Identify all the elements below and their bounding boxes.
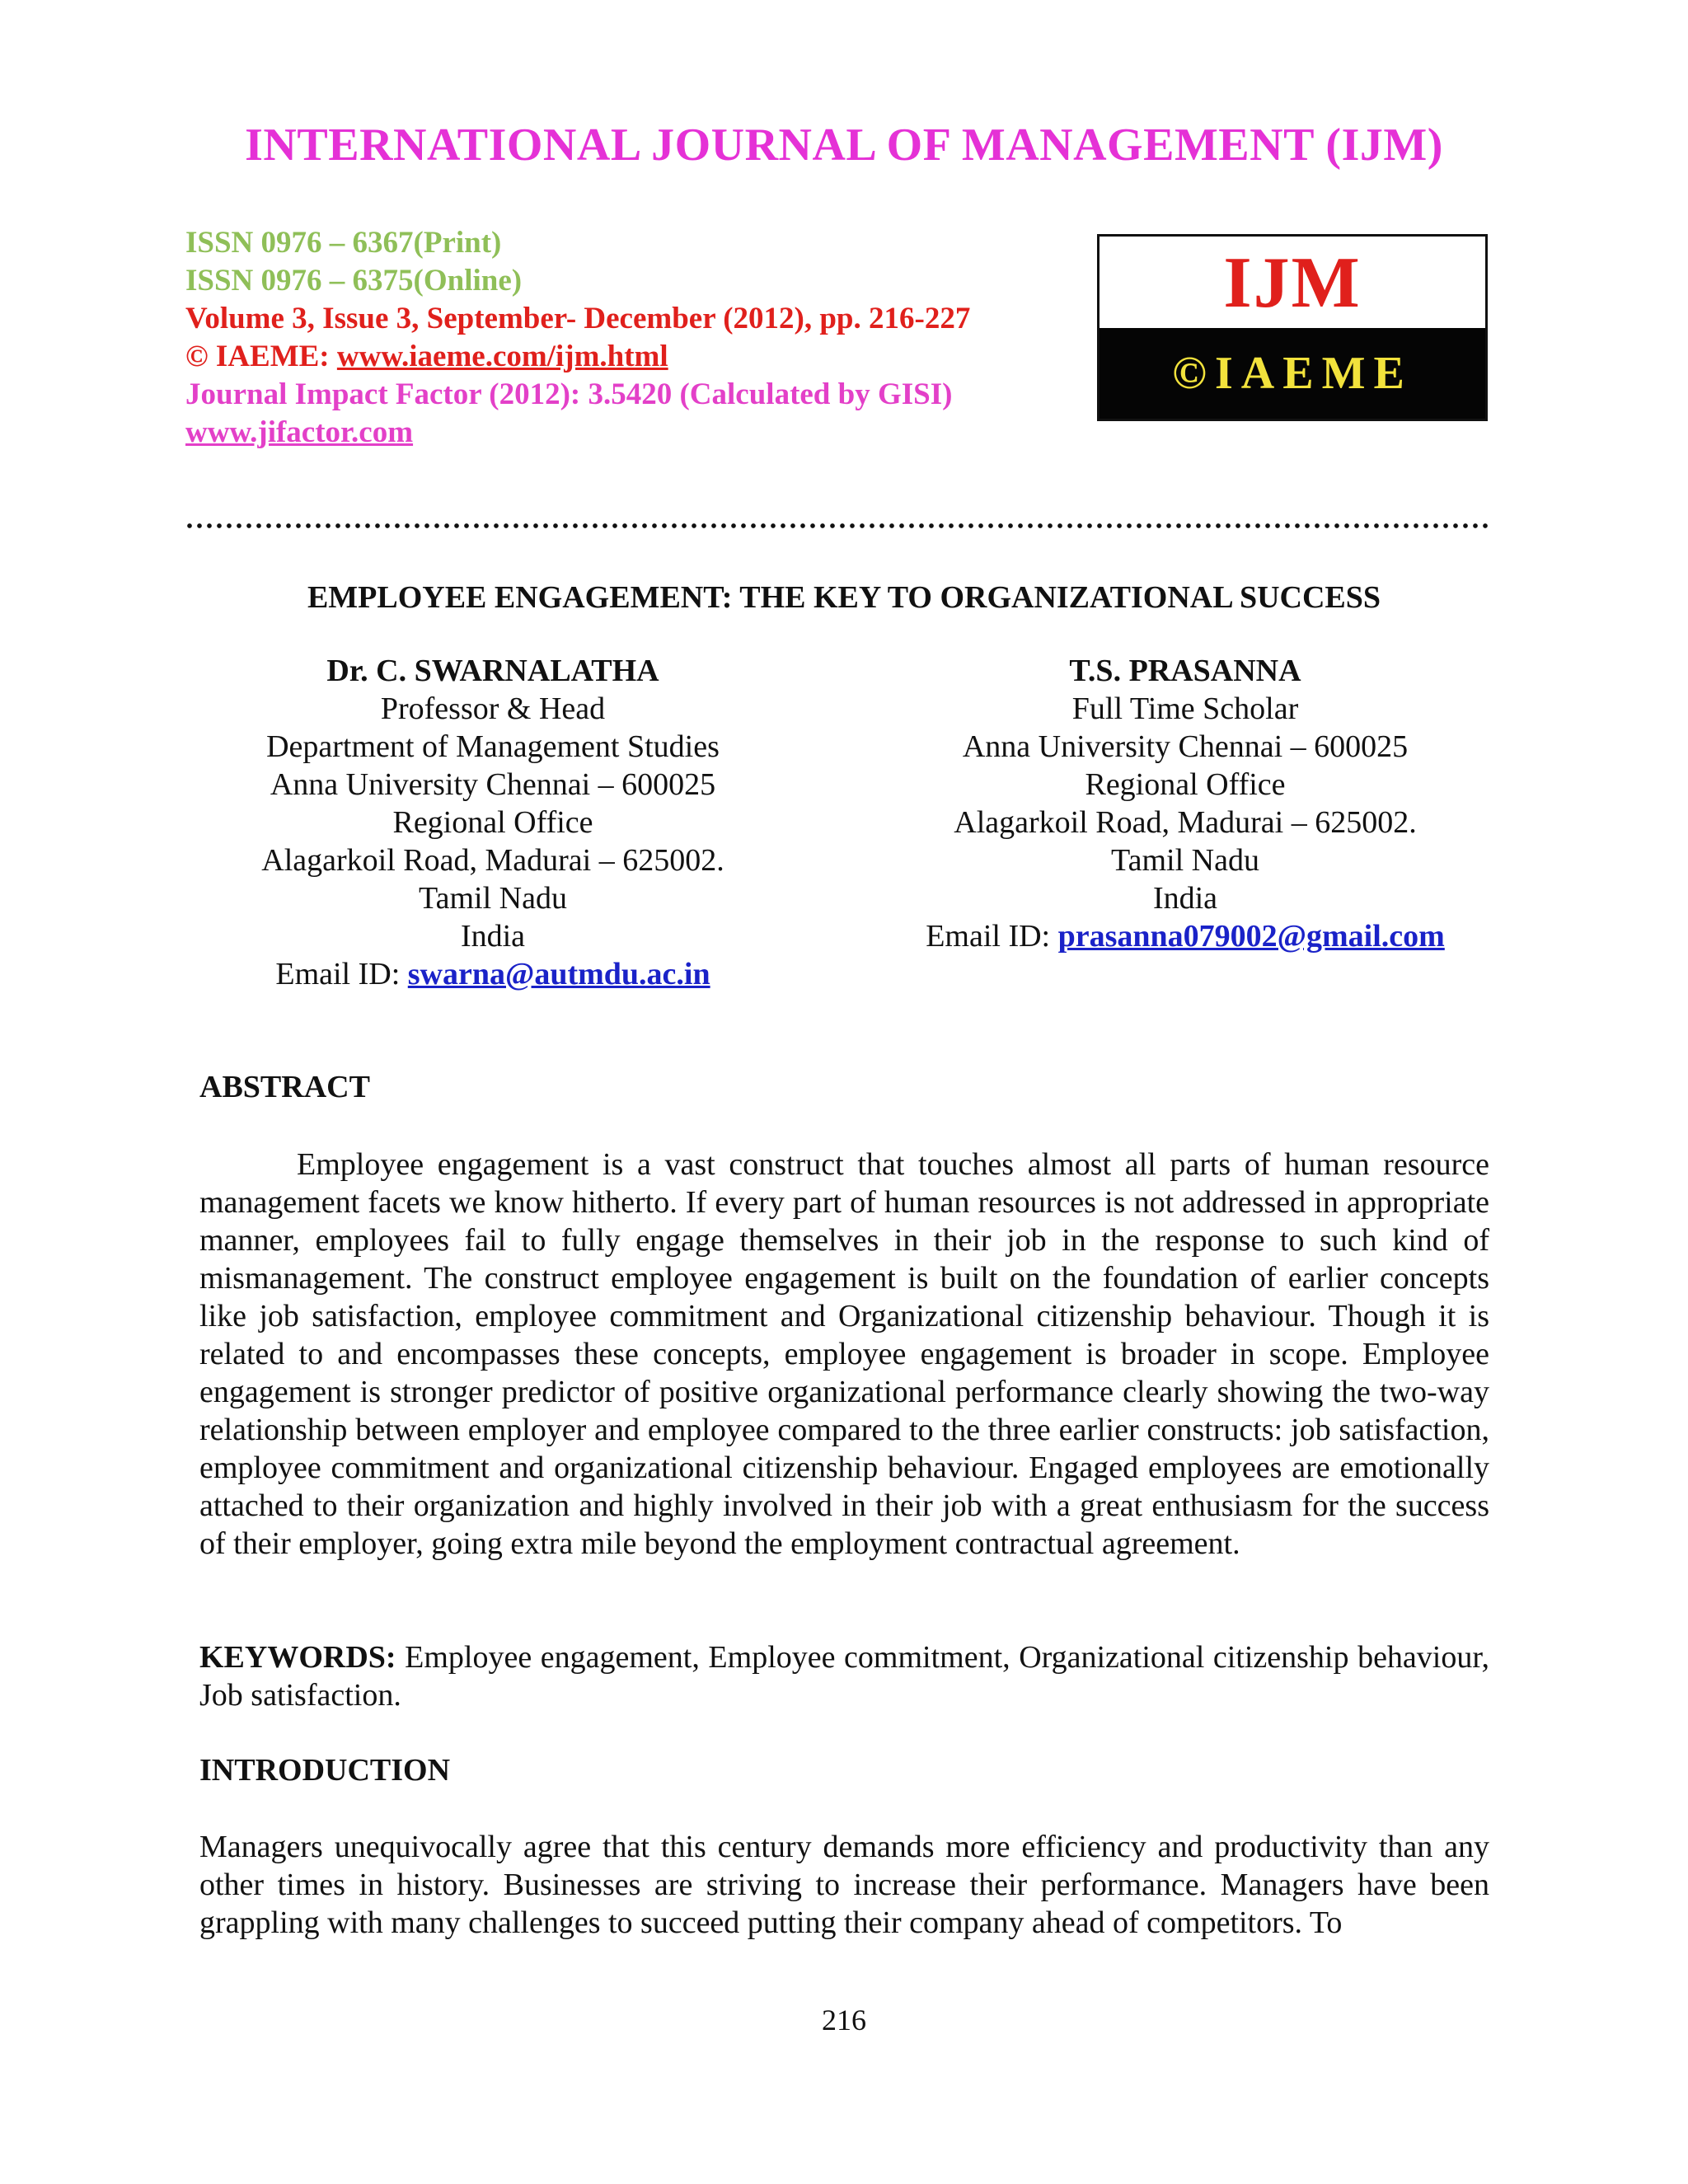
dotted-divider <box>185 523 1492 529</box>
author-line: Department of Management Studies <box>266 729 720 764</box>
publisher-prefix: © IAEME: <box>185 340 337 373</box>
author-email-line <box>155 955 831 993</box>
impact-link[interactable]: www.jifactor.com <box>185 415 414 449</box>
logo-top-text: IJM <box>1223 242 1362 323</box>
author-name: T.S. PRASANNA <box>1069 654 1301 688</box>
keywords-text: Employee engagement, Employee commitment, Organizational citizenship behaviour, Job satisfaction. <box>199 1640 1489 1713</box>
publisher-link[interactable]: www.iaeme.com/ijm.html <box>336 340 668 373</box>
ijm-logo <box>1097 234 1488 421</box>
impact-factor: Journal Impact Factor (2012): 3.5420 (Calculated by GISI) <box>185 377 953 411</box>
author-line: Tamil Nadu <box>1111 843 1259 878</box>
author-line: Professor & Head <box>380 691 606 726</box>
page-number: 216 <box>822 2004 866 2036</box>
journal-title: INTERNATIONAL JOURNAL OF MANAGEMENT (IJM) <box>245 120 1443 171</box>
author-line: Tamil Nadu <box>419 881 567 916</box>
impact-line <box>185 414 413 452</box>
abstract-heading: ABSTRACT <box>199 1070 370 1104</box>
author-line: Regional Office <box>1085 767 1286 802</box>
email-label: Email ID: <box>275 957 408 991</box>
author-line: Alagarkoil Road, Madurai – 625002. <box>261 843 724 878</box>
author-email-line <box>847 917 1523 955</box>
author-email-link[interactable]: prasanna079002@gmail.com <box>1057 919 1445 954</box>
author-line: Alagarkoil Road, Madurai – 625002. <box>954 805 1417 840</box>
paper-title: EMPLOYEE ENGAGEMENT: THE KEY TO ORGANIZATIONAL SUCCESS <box>307 580 1381 615</box>
author-line: India <box>1152 881 1218 916</box>
keywords-label: KEYWORDS: <box>199 1640 396 1675</box>
abstract-text: Employee engagement is a vast construct that touches almost all parts of human resource management facets we know hitherto. If every part of human resources is not addressed in appropriate manner, employees fail to fully engage themselves in their job in the response to such kind of mismanagement. The construct employee engagement is built on the foundation of earlier concepts like job satisfaction, employee commitment and Organizational citizenship behaviour. Though it is related to and encompasses these concepts, employee engagement is broader in scope. Employee engagement is stronger predictor of positive organizational performance clearly showing the two-way relationship between employer and employee compared to the three earlier constructs: job satisfaction, employee commitment and organizational citizenship behaviour. Engaged employees are emotionally attached to their organization and highly involved in their job with a great enthusiasm for the success of their employer, going extra mile beyond the employment contractual agreement. <box>199 1147 1489 1561</box>
volume-info: Volume 3, Issue 3, September- December (2012), pp. 216-227 <box>185 302 971 335</box>
issn-online: ISSN 0976 – 6375(Online) <box>185 264 523 298</box>
issn-print: ISSN 0976 – 6367(Print) <box>185 226 502 260</box>
keywords <box>199 1638 1489 1714</box>
publisher-line <box>185 338 668 376</box>
introduction-heading: INTRODUCTION <box>199 1753 451 1788</box>
logo-bottom-text: ©IAEME <box>1100 328 1485 419</box>
author-1 <box>155 652 831 993</box>
author-line: India <box>460 919 526 954</box>
author-line: Anna University Chennai – 600025 <box>962 729 1409 764</box>
author-name: Dr. C. SWARNALATHA <box>326 654 659 688</box>
email-label: Email ID: <box>926 919 1058 954</box>
author-2 <box>847 652 1523 955</box>
author-email-link[interactable]: swarna@autmdu.ac.in <box>407 957 710 991</box>
author-line: Regional Office <box>392 805 593 840</box>
author-line: Full Time Scholar <box>1071 691 1299 726</box>
introduction-text: Managers unequivocally agree that this century demands more efficiency and productivity than any other times in history. Businesses are striving to increase their performance. Managers have been grappling with many challenges to succeed putting their company ahead of competitors. To <box>199 1830 1489 1940</box>
author-line: Anna University Chennai – 600025 <box>270 767 716 802</box>
